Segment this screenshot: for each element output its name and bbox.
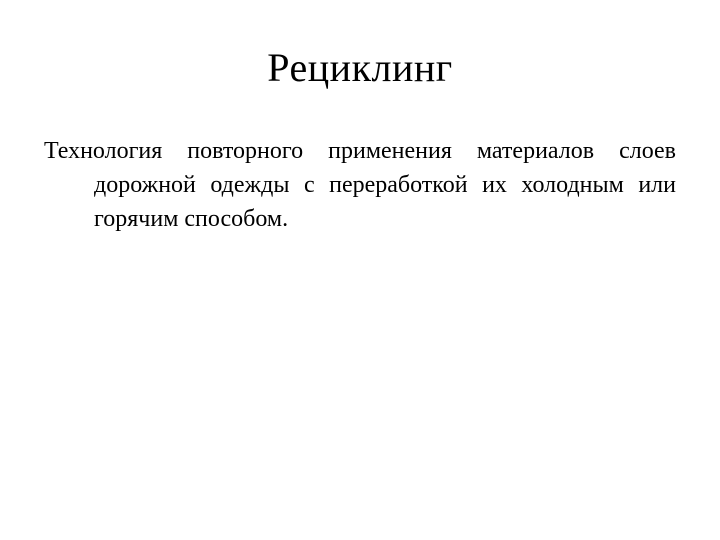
slide-title: Рециклинг [267, 45, 453, 90]
slide-body [44, 134, 676, 236]
body-paragraph: Технология повторного применения материалов слоев дорожной одежды с переработкой их холодным или горячим способом. [44, 138, 676, 232]
